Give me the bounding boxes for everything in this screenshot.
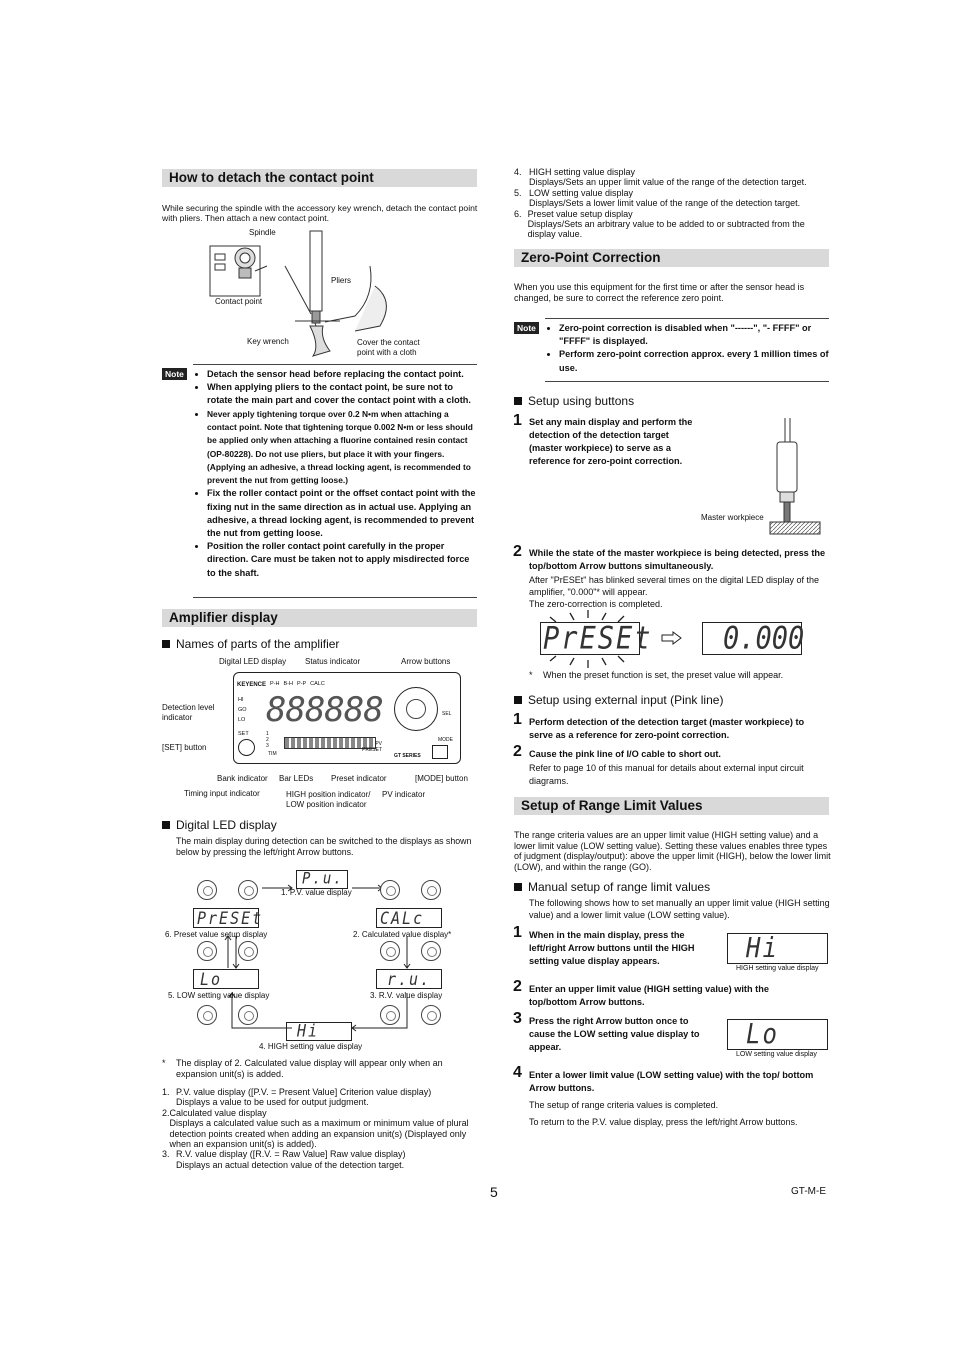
- buttons-step-2: While the state of the master workpiece is being detected, press the top/bottom Arrow buttons simultaneously.: [529, 548, 826, 571]
- square-bullet-icon: [162, 821, 170, 829]
- arrow-button-icon: [238, 880, 258, 900]
- set-label: SET: [238, 731, 249, 737]
- buttons-step-1: Set any main display and perform the detection of the detection target (master workpiece) to serve as a reference for zero-point correction.: [529, 417, 693, 466]
- cycle-caption-high: 4. HIGH setting value display: [259, 1042, 363, 1051]
- zero-point-notes: [545, 318, 829, 382]
- step-number: 1: [513, 924, 522, 941]
- manual-step-4: Enter a lower limit value (LOW setting value) with the top/ bottom Arrow buttons.: [529, 1070, 814, 1093]
- arrow-button-icon: [197, 1005, 217, 1025]
- zero-point-intro: When you use this equipment for the first time or after the sensor head is changed, be sure to correct the reference zero point.: [514, 282, 805, 303]
- sensor-head-illustration: [765, 418, 830, 538]
- lcd-low: Lo: [193, 969, 259, 989]
- detach-intro: While securing the spindle with the accessory key wrench, detach the contact point with pliers. Then attach a new contact point.: [162, 203, 478, 224]
- step-number: 2: [513, 978, 522, 995]
- range-intro: The range criteria values are an upper limit value (HIGH setting value) and a lower limit value (LOW setting value). Setting these values enables three types of judgment (display/output): above the upper limit (HIGH), below the lower limit (LOW), and within the range (GO).: [514, 830, 831, 872]
- step-number: 2: [513, 743, 522, 760]
- note-item: • When applying pliers to the contact point, be sure not to rotate the main part and cover the contact point with a cloth.: [207, 381, 477, 407]
- right-arrow-icon: [661, 631, 683, 645]
- detach-notes: [193, 364, 477, 598]
- display-list-left: 1. P.V. value display ([P.V. = Present Value] Criterion value display) Displays a value to be used for output judgment. 2. Calculated value display Displays a calculated value such as a maximum or minimum value of plural detection points created when adding an expansion unit(s) (Displayed only when an expansion unit(s) is added). 3. R.V. value display ([R.V. = Raw Value] Raw value display) Displays an actual detection value of the detection target.: [162, 1087, 469, 1170]
- manual-step-2: Enter an upper limit value (HIGH setting value) with the top/bottom Arrow buttons.: [529, 984, 769, 1007]
- arrow-button-icon: [380, 880, 400, 900]
- note-item: • Position the roller contact point carefully in the proper direction. Care must be taken not to apply misdirected force to the shaft.: [207, 540, 477, 580]
- lcd-zero: 0.000: [702, 622, 802, 655]
- hilo-position-label: HIGH position indicator/ LOW position indicator: [286, 790, 371, 809]
- arrow-buttons[interactable]: [394, 687, 438, 731]
- manual-range-subheading: Manual setup of range limit values: [514, 880, 710, 895]
- note-item: • Zero-point correction is disabled when "------", "- FFFF" or "FFFF" is displayed.: [559, 322, 829, 348]
- detection-level-indicators: [238, 695, 247, 725]
- step-number: 4: [513, 1064, 522, 1081]
- square-bullet-icon: [162, 640, 170, 648]
- manual-range-intro: The following shows how to set manually an upper limit value (HIGH setting value) and a lower limit value (LOW setting value).: [529, 898, 830, 920]
- mode-button-label: [MODE] button: [415, 774, 468, 783]
- mode-label: MODE: [438, 737, 453, 743]
- buttons-step-2-done: The zero-correction is completed.: [529, 599, 663, 609]
- arrow-button-icon: [238, 1005, 258, 1025]
- digital-led-label: Digital LED display: [219, 657, 287, 666]
- cycle-caption-low: 5. LOW setting value display: [168, 991, 270, 1000]
- note-item: • Fix the roller contact point or the offset contact point with the fixing nut in the same direction as in actual use. Applying an adhesive, a thread locking agent, is recommended to prevent the nut from getting loose.: [207, 487, 477, 540]
- lcd-low-caption: LOW setting value display: [736, 1051, 817, 1058]
- step-number: 1: [513, 412, 522, 429]
- zero-point-section-title: Zero-Point Correction: [514, 249, 829, 267]
- buttons-step-2-detail: After "PrESEt" has blinked several times on the digital LED display of the amplifier, "0.000"* will appear.: [529, 575, 820, 597]
- amp-parts-subheading: Names of parts of the amplifier: [162, 637, 339, 652]
- note-tag: Note: [514, 322, 539, 334]
- status-indicator-label: Status indicator: [305, 657, 361, 666]
- go-indicator: GO: [238, 707, 247, 713]
- bank-indicators: 1 2 3: [266, 731, 269, 749]
- arrow-buttons-label: Arrow buttons: [401, 657, 451, 666]
- lcd-preset: PrESEt: [193, 908, 259, 928]
- digital-led-display: 888888: [266, 690, 383, 730]
- digital-led-subheading: Digital LED display: [162, 818, 277, 833]
- set-button-label: [SET] button: [162, 743, 207, 752]
- brand-logo: KEYENCE: [237, 682, 267, 688]
- amplifier-panel: [233, 672, 461, 764]
- status-item: B-H: [283, 681, 293, 687]
- detach-section-title: How to detach the contact point: [162, 169, 477, 187]
- step-number: 2: [513, 543, 522, 560]
- external-step-1: Perform detection of the detection target (master workpiece) to serve as a reference for zero-point correction.: [529, 717, 805, 740]
- amplifier-section-title: Amplifier display: [162, 609, 477, 627]
- preset-note: When the preset function is set, the preset value will appear.: [543, 670, 784, 680]
- square-bullet-icon: [514, 883, 522, 891]
- manual-step-1: When in the main display, press the left/right Arrow buttons until the HIGH setting value display appears.: [529, 930, 695, 966]
- cycle-caption-calc: 2. Calculated value display*: [353, 930, 452, 939]
- pv-indicator-label: PV indicator: [382, 790, 426, 799]
- timing-indicator: TIM: [268, 751, 277, 757]
- arrow-button-icon: [421, 880, 441, 900]
- digital-led-intro: The main display during detection can be switched to the displays as shown below by pressing the left/right Arrow buttons.: [176, 836, 472, 857]
- lcd-high-caption: HIGH setting value display: [736, 965, 819, 972]
- arrow-button-icon: [197, 880, 217, 900]
- footnote-mark: *: [162, 1058, 166, 1068]
- master-workpiece-label: Master workpiece: [701, 513, 764, 522]
- status-item: P-P: [296, 681, 307, 687]
- contact-point-label: Contact point: [215, 297, 263, 306]
- mode-button[interactable]: [432, 745, 448, 759]
- note-item: • Detach the sensor head before replacing the contact point.: [207, 368, 477, 381]
- bank-indicator-label: Bank indicator: [217, 774, 268, 783]
- series-label: GT SERIES: [394, 753, 421, 759]
- key-wrench-label: Key wrench: [247, 337, 289, 346]
- note-tag: Note: [162, 368, 187, 380]
- lcd-high-setting: Hi: [727, 933, 828, 964]
- status-item: P-H: [270, 681, 280, 687]
- step-number: 1: [513, 711, 522, 728]
- preset-indicator-label: Preset indicator: [331, 774, 387, 783]
- page-number: 5: [490, 1184, 498, 1200]
- preset-note-mark: *: [529, 670, 533, 680]
- cover-cloth-label: Cover the contact point with a cloth: [357, 338, 420, 357]
- pliers-label: Pliers: [331, 276, 352, 285]
- pv-preset-indicators: PV PRESET: [362, 741, 383, 753]
- arrow-button-icon: [238, 941, 258, 961]
- hi-indicator: HI: [238, 697, 244, 703]
- external-step-2-detail: Refer to page 10 of this manual for details about external input circuit diagrams.: [529, 763, 804, 786]
- buttons-setup-subheading: Setup using buttons: [514, 394, 634, 409]
- note-item: • Perform zero-point correction approx. every 1 million times of use.: [559, 348, 829, 374]
- arrow-button-icon: [421, 1005, 441, 1025]
- lcd-calc: CALc: [376, 908, 442, 928]
- range-section-title: Setup of Range Limit Values: [514, 797, 829, 815]
- arrow-button-icon: [380, 941, 400, 961]
- square-bullet-icon: [514, 397, 522, 405]
- set-button[interactable]: [238, 739, 255, 756]
- arrow-button-icon: [421, 941, 441, 961]
- lcd-rv: r.u.: [376, 969, 442, 989]
- cycle-caption-preset: 6. Preset value setup display: [165, 930, 268, 939]
- manual-step-3: Press the right Arrow button once to cause the LOW setting value display to appear.: [529, 1016, 700, 1052]
- arrow-button-icon: [380, 1005, 400, 1025]
- sel-label: SEL: [442, 711, 452, 717]
- arrow-button-icon: [197, 941, 217, 961]
- footnote-text: The display of 2. Calculated value display will appear only when an expansion unit(s) is added.: [176, 1058, 443, 1079]
- lcd-high: Hi: [286, 1022, 352, 1041]
- cycle-caption-pv: 1. P.V. value display: [281, 888, 352, 897]
- status-indicator-row: [270, 681, 390, 690]
- bar-leds-label: Bar LEDs: [279, 774, 314, 783]
- spindle-label: Spindle: [249, 228, 276, 237]
- display-list-right: 4. HIGH setting value display Displays/Sets an upper limit value of the range of the detection target. 5. LOW setting value display Displays/Sets a lower limit value of the range of the detection target. 6. Preset value setup display Displays/Sets an arbitrary value to be added to or subtracted from the display value.: [514, 167, 807, 240]
- lcd-low-setting: Lo: [727, 1019, 828, 1050]
- note-item: • Never apply tightening torque over 0.2 N•m when attaching a contact point. Note that tightening torque 0.002 N•m or less should be applied only when attaching a fluorine contained resin contact (OP-80228). Do not use pliers, but place it with your fingers. (Applying an adhesive, a thread locking agent, is recommended to prevent the nut from getting loose.): [207, 408, 477, 488]
- document-code: GT-M-E: [791, 1186, 826, 1197]
- external-step-2: Cause the pink line of I/O cable to short out.: [529, 749, 721, 759]
- external-input-subheading: Setup using external input (Pink line): [514, 693, 723, 708]
- square-bullet-icon: [514, 696, 522, 704]
- detection-level-label: Detection level indicator: [162, 703, 215, 722]
- lcd-preset-blink: PrESEt: [540, 622, 640, 655]
- lcd-pv: P.u.: [296, 870, 348, 889]
- lo-indicator: LO: [238, 717, 246, 723]
- status-item: CALC: [310, 681, 325, 687]
- manual-done: The setup of range criteria values is completed.: [529, 1100, 719, 1110]
- manual-return: To return to the P.V. value display, press the left/right Arrow buttons.: [529, 1117, 798, 1127]
- cycle-caption-rv: 3. R.V. value display: [370, 991, 443, 1000]
- timing-input-label: Timing input indicator: [184, 789, 260, 798]
- step-number: 3: [513, 1010, 522, 1027]
